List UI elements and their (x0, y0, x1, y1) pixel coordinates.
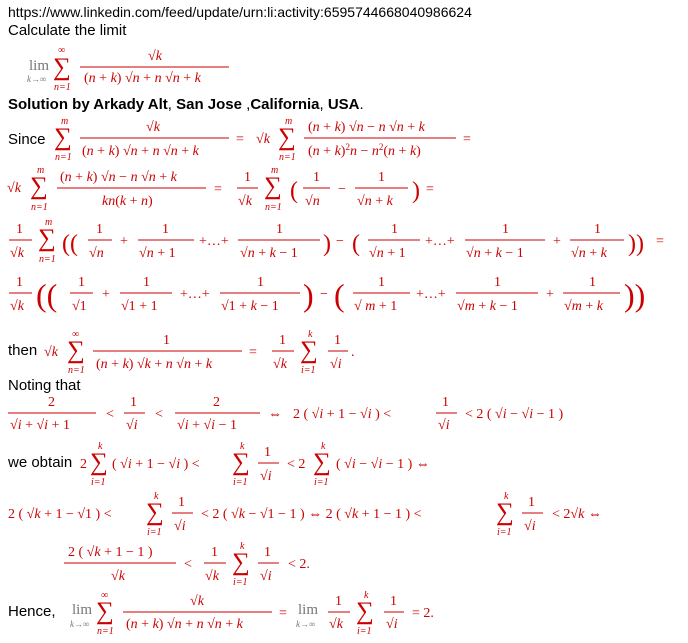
denominator: √i (260, 469, 272, 484)
denominator: (n + k) √k + n √n + k (96, 357, 213, 372)
formula-line-4 (9, 217, 664, 265)
numerator: 1 (244, 170, 251, 185)
sum-upper-limit: ∞ (58, 45, 66, 56)
expression: ( √i + 1 − √i ) < (112, 457, 200, 472)
paren-open: ( (290, 178, 298, 204)
numerator: (n + k) √n − n √n + k (308, 120, 425, 135)
then-formula (44, 329, 355, 376)
denominator: √k (205, 569, 219, 584)
word-we-obtain: we obtain (8, 454, 73, 471)
sum-upper-limit: m (45, 217, 53, 228)
sum-upper-limit: k (240, 441, 245, 452)
sum-upper-limit: k (240, 541, 245, 552)
numerator: 2 (48, 395, 55, 410)
author-country: USA (327, 96, 360, 113)
formula-line-3 (7, 165, 434, 213)
coefficient: 2 (80, 457, 87, 472)
equals-sign: = (463, 132, 471, 147)
denominator: √k (329, 617, 343, 632)
denominator: √n + k − 1 (240, 246, 298, 261)
sum-lower-limit: n=1 (279, 152, 296, 163)
equals-sign: = (656, 234, 664, 249)
paren-close: ) (412, 178, 420, 204)
expression: 2 ( √i + 1 − √i ) < (293, 407, 392, 422)
denominator: √n + k (357, 194, 393, 209)
page-url[interactable]: https://www.linkedin.com/feed/update/urn:li:activity:6595744668040986624 (8, 4, 472, 20)
sum-lower-limit: i=1 (233, 577, 248, 588)
numerator: 1 (442, 395, 449, 410)
numerator: 1 (264, 445, 271, 460)
paren-close: ) (323, 231, 331, 257)
denominator: √n + k − 1 (466, 246, 524, 261)
sum-sign: ∑ (313, 449, 331, 476)
numerator: 1 (276, 222, 283, 237)
sum-lower-limit: n=1 (68, 365, 85, 376)
obtain-formula (80, 441, 430, 488)
equals-sign: = (214, 182, 222, 197)
denominator: √k (273, 357, 287, 372)
denominator: √n + k (571, 246, 607, 261)
numerator: 1 (390, 594, 397, 609)
noting-formula (8, 395, 564, 433)
numerator: 1 (78, 275, 85, 290)
plus-sign: + (546, 287, 554, 302)
denominator: √k (111, 569, 125, 584)
denominator: √n (305, 194, 320, 209)
sum-lower-limit: i=1 (147, 527, 162, 538)
sum-sign: ∑ (38, 225, 56, 252)
sum-sign: ∑ (232, 449, 250, 476)
denominator: √n (89, 246, 104, 261)
numerator: 1 (334, 333, 341, 348)
less-than-sign: < (106, 407, 114, 422)
sqrt-k-factor: √k (44, 345, 58, 360)
sum-lower-limit: i=1 (497, 527, 512, 538)
paren-close: )) (628, 231, 644, 257)
equals-sign: = (249, 345, 257, 360)
sum-upper-limit: m (271, 165, 279, 176)
numerator: 1 (589, 275, 596, 290)
expression: < 2 ( √k − √1 − 1 ) ⇔ 2 ( √k + 1 − 1 ) < (201, 507, 422, 522)
ellipsis: +…+ (425, 234, 455, 249)
sum-sign: ∑ (90, 449, 108, 476)
denominator: √1 + k − 1 (221, 299, 279, 314)
numerator: √k (148, 49, 162, 64)
denominator: √i (386, 617, 398, 632)
denominator: √m + k − 1 (457, 299, 518, 314)
sum-lower-limit: n=1 (55, 152, 72, 163)
problem-statement: Calculate the limit (8, 22, 127, 39)
equals-sign: = (279, 606, 287, 621)
since-formula (54, 116, 471, 163)
author-name: Arkady Alt (93, 96, 168, 113)
denominator: √1 (72, 299, 87, 314)
byline-prefix: Solution by (8, 96, 94, 113)
sum-lower-limit: n=1 (97, 626, 114, 637)
sum-sign: ∑ (264, 173, 282, 200)
formula-line-10 (64, 541, 310, 588)
sum-upper-limit: ∞ (72, 329, 80, 340)
sum-upper-limit: m (37, 165, 45, 176)
sum-sign: ∑ (278, 124, 296, 151)
numerator: 1 (162, 222, 169, 237)
denominator: √i + √i − 1 (177, 418, 237, 433)
sum-upper-limit: m (61, 116, 69, 127)
sum-sign: ∑ (67, 337, 85, 364)
paren-close: )) (624, 277, 646, 313)
period: . (351, 345, 355, 360)
sum-upper-limit: k (321, 441, 326, 452)
denominator: √m + k (564, 299, 603, 314)
numerator: 1 (528, 495, 535, 510)
denominator: √1 + 1 (121, 299, 158, 314)
lim-operator: lim (72, 602, 93, 618)
paren-open: (( (62, 231, 78, 257)
denominator: √k (238, 194, 252, 209)
word-since: Since (8, 131, 46, 148)
sqrt-k-factor: √k (256, 132, 270, 147)
paren-open: ( (334, 277, 345, 313)
minus-sign: − (338, 182, 346, 197)
numerator: 1 (378, 275, 385, 290)
lim-operator: lim (29, 58, 50, 74)
sum-lower-limit: i=1 (301, 365, 316, 376)
numerator: 1 (335, 594, 342, 609)
problem-formula (27, 45, 229, 93)
denominator: √i (126, 418, 138, 433)
sum-upper-limit: k (98, 441, 103, 452)
word-then: then (8, 342, 38, 359)
numerator: √k (190, 594, 204, 609)
plus-sign: + (120, 234, 128, 249)
sum-sign: ∑ (300, 337, 318, 364)
final-result: = 2. (412, 606, 434, 621)
denominator: √i (260, 569, 272, 584)
ellipsis: +…+ (199, 234, 229, 249)
denominator: √k (10, 299, 24, 314)
denominator: √ m + 1 (354, 299, 398, 314)
numerator: 1 (96, 222, 103, 237)
sum-sign: ∑ (356, 598, 374, 625)
sum-upper-limit: k (364, 590, 369, 601)
less-than-sign: < (155, 407, 163, 422)
sum-lower-limit: i=1 (357, 626, 372, 637)
sum-sign: ∑ (96, 598, 114, 625)
sum-lower-limit: n=1 (39, 254, 56, 265)
paren-open: (( (36, 277, 58, 313)
lim-subscript: k→∞ (70, 619, 90, 629)
numerator: 2 ( √k + 1 − 1 ) (68, 545, 153, 560)
sum-lower-limit: n=1 (265, 202, 282, 213)
numerator: 1 (130, 395, 137, 410)
expression: < 2 ( √i − √i − 1 ) (465, 407, 564, 422)
sum-lower-limit: i=1 (314, 477, 329, 488)
denominator: √i (174, 519, 186, 534)
numerator: 1 (16, 275, 23, 290)
numerator: 1 (378, 170, 385, 185)
word-noting-that: Noting that (8, 377, 81, 394)
numerator: 1 (594, 222, 601, 237)
numerator: 1 (163, 333, 170, 348)
sum-sign: ∑ (496, 499, 514, 526)
formula-line-9 (8, 491, 602, 538)
sum-upper-limit: k (154, 491, 159, 502)
sum-sign: ∑ (54, 124, 72, 151)
byline-sep: , (319, 96, 328, 113)
sum-upper-limit: m (285, 116, 293, 127)
minus-sign: − (320, 287, 328, 302)
expression: ( √i − √i − 1 ) ⇔ (336, 457, 430, 472)
formula-line-5 (9, 275, 645, 314)
expression: < 2√k ⇔ (552, 507, 602, 522)
denominator: (n + k) √n + n √n + k (126, 617, 243, 632)
paren-close: ) (303, 277, 314, 313)
sum-lower-limit: n=1 (31, 202, 48, 213)
numerator: (n + k) √n − n √n + k (60, 170, 177, 185)
numerator: 1 (391, 222, 398, 237)
sum-upper-limit: ∞ (101, 590, 109, 601)
denominator: kn(k + n) (102, 194, 153, 209)
numerator: 1 (313, 170, 320, 185)
denominator: √n + 1 (369, 246, 406, 261)
equals-sign: = (236, 132, 244, 147)
numerator: √k (146, 120, 160, 135)
denominator: $(n + k)^2n - n^2(n + k)$ (308, 142, 421, 159)
byline-end: . (359, 96, 364, 113)
sum-lower-limit: i=1 (233, 477, 248, 488)
plus-sign: + (553, 234, 561, 249)
expression: 2 ( √k + 1 − √1 ) < (8, 507, 112, 522)
paren-open: ( (352, 231, 360, 257)
denominator: √n + 1 (139, 246, 176, 261)
sum-sign: ∑ (232, 549, 250, 576)
numerator: 1 (211, 545, 218, 560)
denominator: √i (330, 357, 342, 372)
hence-formula (70, 590, 434, 637)
equals-sign: = (426, 182, 434, 197)
denominator: (n + k) √n + n √n + k (82, 144, 199, 159)
numerator: 1 (178, 495, 185, 510)
author-state: California (250, 96, 320, 113)
expression: < 2. (288, 557, 310, 572)
minus-sign: − (336, 234, 344, 249)
denominator: √k (10, 246, 24, 261)
less-than-sign: < 2 (287, 457, 306, 472)
ellipsis: +…+ (180, 287, 210, 302)
numerator: 1 (143, 275, 150, 290)
sum-sign: ∑ (53, 54, 71, 81)
numerator: 2 (213, 395, 220, 410)
byline-sep: , (241, 96, 251, 113)
sum-lower-limit: n=1 (54, 82, 71, 93)
sqrt-k-factor: √k (7, 181, 21, 196)
sum-sign: ∑ (146, 499, 164, 526)
denominator: (n + k) √n + n √n + k (84, 71, 201, 86)
numerator: 1 (257, 275, 264, 290)
word-hence: Hence, (8, 603, 56, 620)
iff-arrow: ⇔ (268, 407, 282, 422)
lim-subscript: k→∞ (27, 74, 47, 84)
byline-sep: , (167, 96, 177, 113)
lim-operator: lim (298, 602, 319, 618)
denominator: √i (524, 519, 536, 534)
sum-upper-limit: k (504, 491, 509, 502)
sum-sign: ∑ (30, 173, 48, 200)
sum-lower-limit: i=1 (91, 477, 106, 488)
ellipsis: +…+ (416, 287, 446, 302)
numerator: 1 (16, 222, 23, 237)
numerator: 1 (264, 545, 271, 560)
numerator: 1 (279, 333, 286, 348)
less-than-sign: < (184, 557, 192, 572)
plus-sign: + (102, 287, 110, 302)
numerator: 1 (502, 222, 509, 237)
author-city: San Jose (176, 96, 242, 113)
sum-upper-limit: k (308, 329, 313, 340)
denominator: √i (438, 418, 450, 433)
numerator: 1 (494, 275, 501, 290)
lim-subscript: k→∞ (296, 619, 316, 629)
denominator: √i + √i + 1 (10, 418, 70, 433)
